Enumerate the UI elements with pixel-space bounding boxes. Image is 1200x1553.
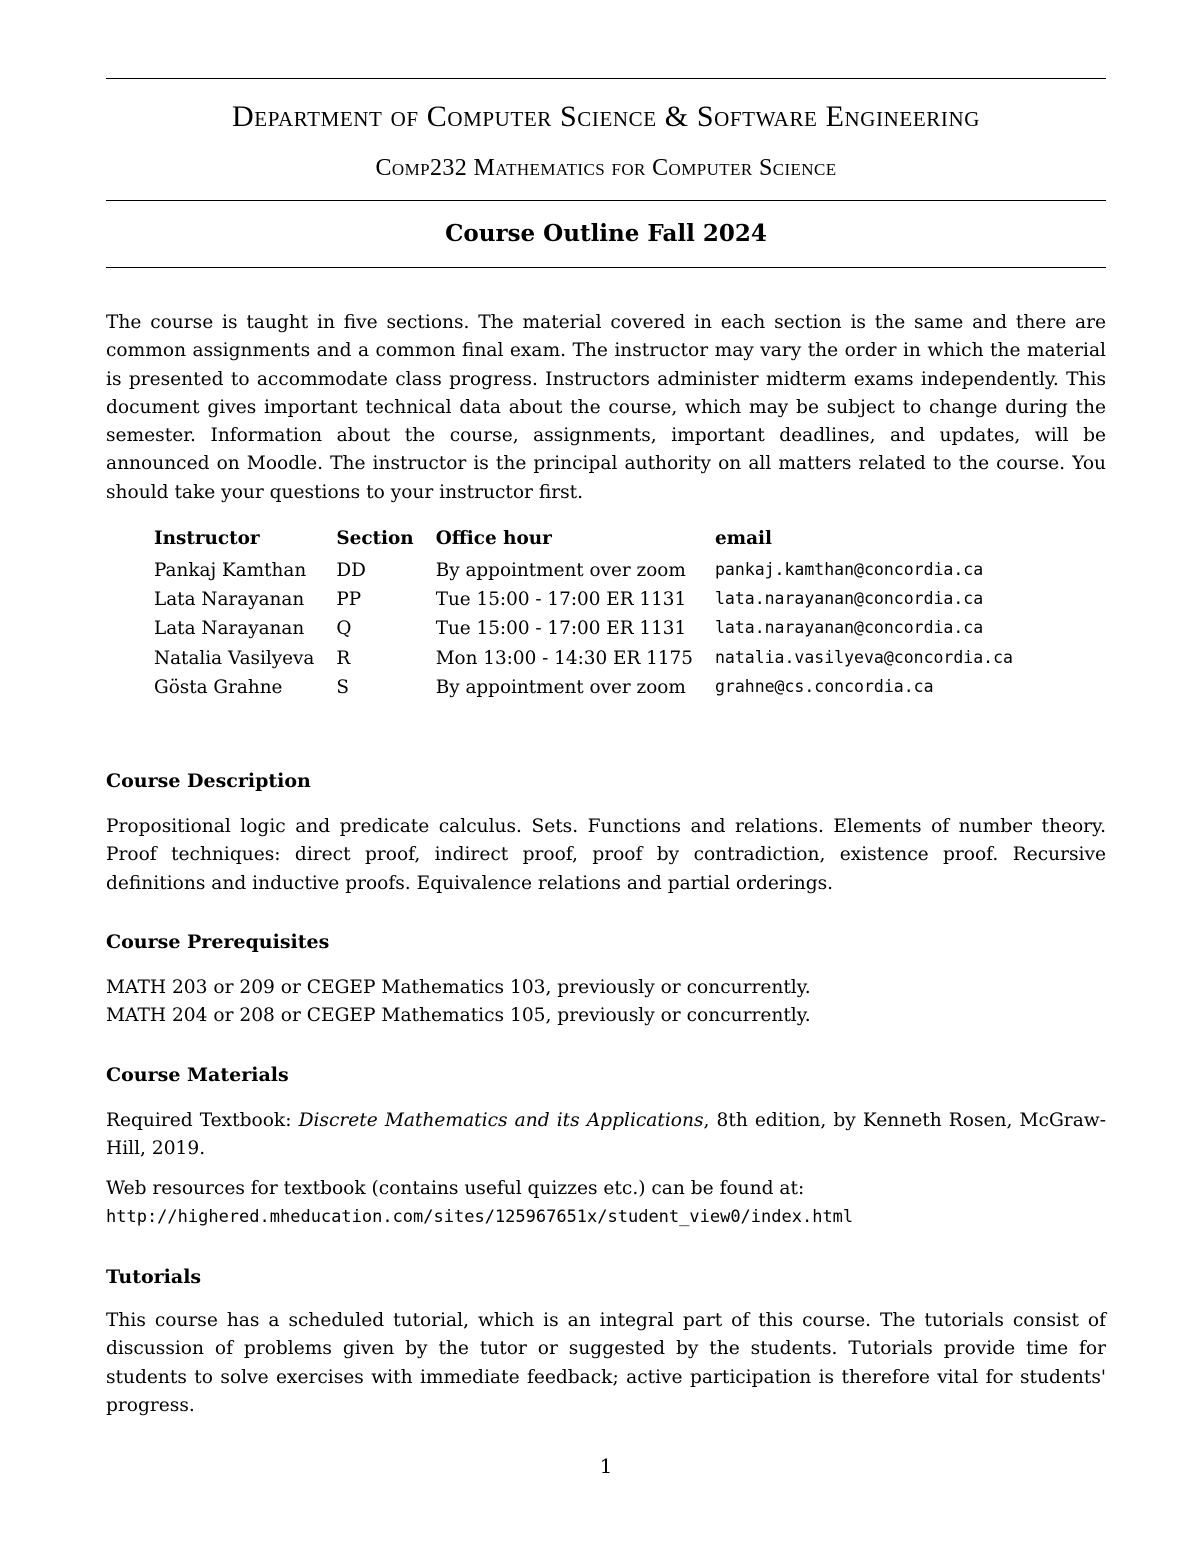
instructor-table [154, 528, 1035, 706]
office-hour: By appointment over zoom [435, 560, 686, 581]
column-header-office-hour: Office hour [435, 528, 552, 549]
email-address: lata.narayanan@concordia.ca [714, 618, 984, 638]
email-address: pankaj.kamthan@concordia.ca [714, 560, 984, 579]
office-hour: Tue 15:00 - 17:00 ER 1131 [435, 618, 687, 640]
email-address: lata.narayanan@concordia.ca [714, 589, 984, 609]
section-code: R [336, 647, 351, 669]
column-header-section: Section [336, 528, 414, 549]
bottom-rule [106, 267, 1106, 268]
instructor-name: Gösta Grahne [154, 676, 283, 698]
section-code: S [336, 676, 349, 698]
prerequisites-line-2: MATH 204 or 208 or CEGEP Mathematics 105, previously or concurrently. [106, 1005, 811, 1026]
section-code: Q [336, 618, 352, 640]
document-page [106, 0, 1106, 1553]
textbook-paragraph [106, 1107, 1106, 1164]
table-row [154, 589, 1035, 618]
table-header-row [154, 528, 1035, 560]
tutorials-heading: Tutorials [106, 1266, 202, 1288]
course-materials-heading: Course Materials [106, 1064, 289, 1086]
course-description-heading: Course Description [106, 770, 311, 792]
table-row [154, 560, 1035, 589]
office-hour: By appointment over zoom [435, 676, 686, 698]
instructor-name: Natalia Vasilyeva [154, 647, 315, 669]
email-address: natalia.vasilyeva@concordia.ca [714, 647, 1013, 667]
instructor-name: Pankaj Kamthan [154, 560, 307, 581]
email-address: grahne@cs.concordia.ca [714, 676, 934, 696]
tutorials-text: This course has a scheduled tutorial, which is an integral part of this course. The tutorials consist of discussion of problems given by the tutor or suggested by the students. Tutorials provide time for students to solve exercises with immediate feedback; active participation is therefore vital for students' progress. [106, 1310, 1106, 1416]
instructor-name: Lata Narayanan [154, 589, 305, 611]
textbook-prefix: Required Textbook: [106, 1110, 292, 1131]
section-code: DD [336, 560, 366, 581]
web-resources-url[interactable]: http://highered.mheducation.com/sites/125967651x/student_view0/index.html [106, 1207, 854, 1227]
office-hour: Mon 13:00 - 14:30 ER 1175 [435, 647, 693, 669]
outline-title: Course Outline Fall 2024 [445, 220, 767, 247]
table-row [154, 618, 1035, 647]
table-row [154, 648, 1035, 677]
textbook-title: Discrete Mathematics and its Applications [298, 1110, 704, 1131]
textbook-details: , 8th edition, by Kenneth Rosen, McGraw-Hill, 2019. [106, 1110, 1106, 1160]
department-title: Department of Computer Science & Software Engineering [232, 100, 980, 133]
instructor-name: Lata Narayanan [154, 618, 305, 640]
column-header-instructor: Instructor [154, 528, 260, 549]
office-hour: Tue 15:00 - 17:00 ER 1131 [435, 589, 687, 611]
table-row [154, 677, 1035, 706]
page-number: 1 [599, 1454, 613, 1478]
course-title: Comp232 Mathematics for Computer Science [375, 155, 837, 181]
middle-rule [106, 200, 1106, 201]
section-code: PP [336, 589, 362, 611]
top-rule [106, 78, 1106, 79]
intro-paragraph: The course is taught in five sections. The material covered in each section is the same and there are common assignments and a common final exam. The instructor may vary the order in which the material is presented to accommodate class progress. Instructors administer midterm exams independently. This document gives important technical data about the course, which may be subject to change during the semester. Information about the course, assignments, important deadlines, and updates, will be announced on Moodle. The instructor is the principal authority on all matters related to the course. You should take your questions to your instructor first. [106, 312, 1106, 503]
column-header-email: email [714, 528, 773, 549]
web-resources-text: Web resources for textbook (contains useful quizzes etc.) can be found at: [106, 1178, 805, 1199]
course-description-text: Propositional logic and predicate calculus. Sets. Functions and relations. Elements of number theory. Proof techniques: direct proof, indirect proof, proof by contradiction, existence proof. Recursive definitions and inductive proofs. Equivalence relations and partial orderings. [106, 816, 1106, 894]
prerequisites-line-1: MATH 203 or 209 or CEGEP Mathematics 103, previously or concurrently. [106, 977, 811, 998]
course-prerequisites-heading: Course Prerequisites [106, 931, 330, 953]
